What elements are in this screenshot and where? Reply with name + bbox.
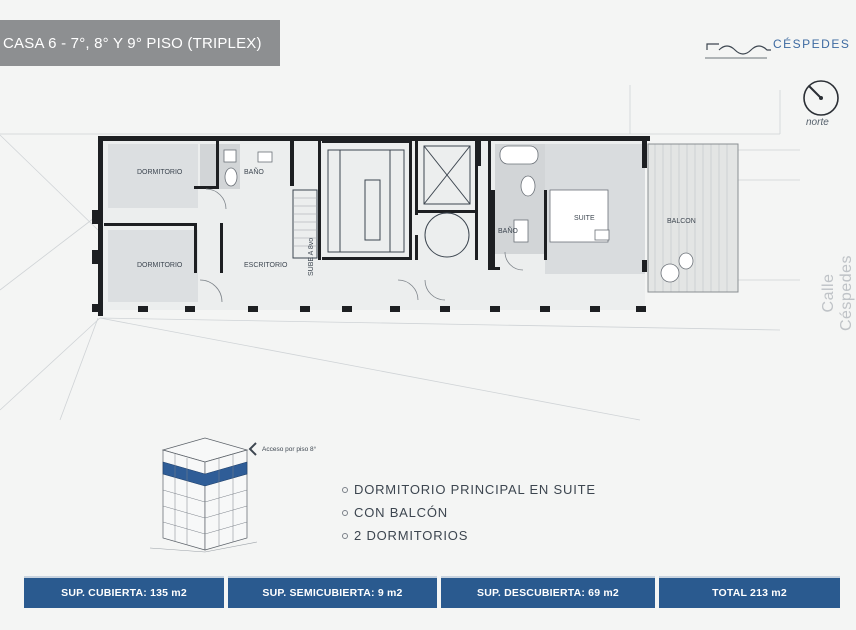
room-label-suite: SUITE [574,215,595,222]
bullet-icon [342,533,348,539]
building-axonometric [145,430,260,555]
room-label-dormitorio-2: DORMITORIO [137,262,183,269]
features-list [342,478,596,547]
room-label-bano-2: BAÑO [498,228,518,235]
page-title-text: CASA 6 - 7°, 8° Y 9° PISO (TRIPLEX) [3,34,262,52]
feature-text: 2 DORMITORIOS [354,528,469,543]
floor-plan [0,80,840,420]
feature-item [342,478,596,501]
area-summary-bar [0,576,840,606]
room-label-bano-1: BAÑO [244,169,264,176]
chevron-left-icon [247,442,259,456]
stat-covered-area: SUP. CUBIERTA: 135 m2 [24,576,224,608]
room-label-sube: SUBE A 8vo [308,237,315,276]
stat-uncovered-area: SUP. DESCUBIERTA: 69 m2 [441,576,655,608]
room-label-escritorio: ESCRITORIO [244,262,288,269]
brand-name: CÉSPEDES [773,37,851,51]
stat-semicovered-area: SUP. SEMICUBIERTA: 9 m2 [228,576,437,608]
street-label: Calle Céspedes [820,254,855,332]
feature-text: CON BALCÓN [354,505,448,520]
access-label: Acceso por piso 8° [262,446,317,453]
compass-label: norte [806,117,829,128]
feature-text: DORMITORIO PRINCIPAL EN SUITE [354,482,596,497]
room-label-dormitorio-1: DORMITORIO [137,169,183,176]
page-title [0,20,280,66]
stat-total-area: TOTAL 213 m2 [659,576,840,608]
feature-item [342,524,596,547]
feature-item [342,501,596,524]
room-label-balcon: BALCON [667,218,696,225]
bullet-icon [342,510,348,516]
bullet-icon [342,487,348,493]
